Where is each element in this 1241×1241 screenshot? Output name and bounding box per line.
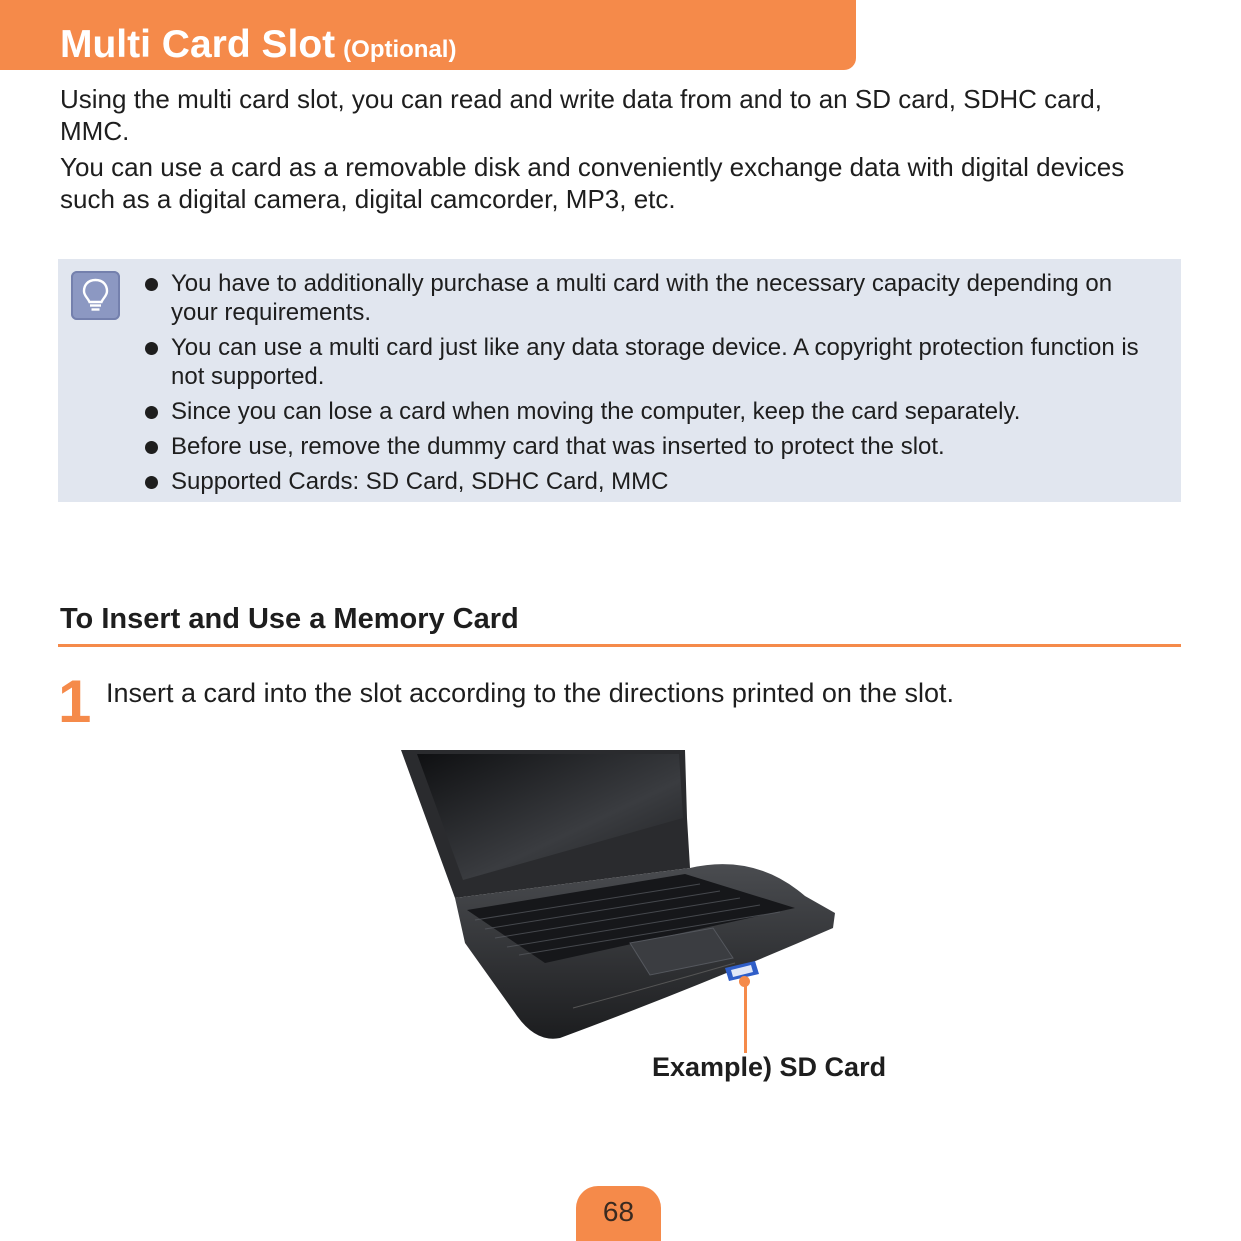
page-number: 68 [602, 1196, 635, 1227]
page-title-text: Multi Card Slot [60, 23, 336, 66]
lightbulb-icon [71, 271, 120, 320]
bullet-icon [145, 342, 158, 355]
step-number: 1 [58, 668, 92, 735]
tip-list [142, 269, 1162, 502]
page-title-suffix: (Optional) [343, 36, 457, 63]
tip-item [142, 467, 1162, 496]
tip-item [142, 432, 1162, 461]
section-heading: To Insert and Use a Memory Card [60, 603, 519, 635]
tip-item [142, 397, 1162, 426]
laptop-illustration [395, 748, 845, 1053]
tip-item-text: Before use, remove the dummy card that was inserted to protect the slot. [171, 433, 945, 460]
title-bar [0, 0, 856, 70]
tip-item-text: You have to additionally purchase a multi card with the necessary capacity depending on your requirements. [171, 270, 1113, 326]
tip-item-text: Since you can lose a card when moving the computer, keep the card separately. [171, 398, 1021, 425]
bullet-icon [145, 406, 158, 419]
tip-item [142, 333, 1162, 391]
tip-box [58, 259, 1181, 502]
page-title [60, 22, 456, 73]
intro-paragraph-1: Using the multi card slot, you can read and write data from and to an SD card, SDHC card, MMC. [60, 84, 1102, 146]
figure-caption: Example) SD Card [652, 1052, 887, 1082]
tip-item [142, 269, 1162, 327]
tip-item-text: You can use a multi card just like any data storage device. A copyright protection function is not supported. [171, 334, 1139, 390]
callout-line [744, 983, 747, 1053]
step-text: Insert a card into the slot according to the directions printed on the slot. [106, 678, 954, 708]
bullet-icon [145, 278, 158, 291]
tip-item-text: Supported Cards: SD Card, SDHC Card, MMC [171, 468, 669, 495]
intro-paragraph-2: You can use a card as a removable disk and conveniently exchange data with digital devices such as a digital camera, digital camcorder, MP3, etc. [60, 152, 1125, 214]
section-divider [58, 644, 1181, 647]
bullet-icon [145, 476, 158, 489]
page-number-tab [576, 1186, 661, 1241]
bullet-icon [145, 441, 158, 454]
